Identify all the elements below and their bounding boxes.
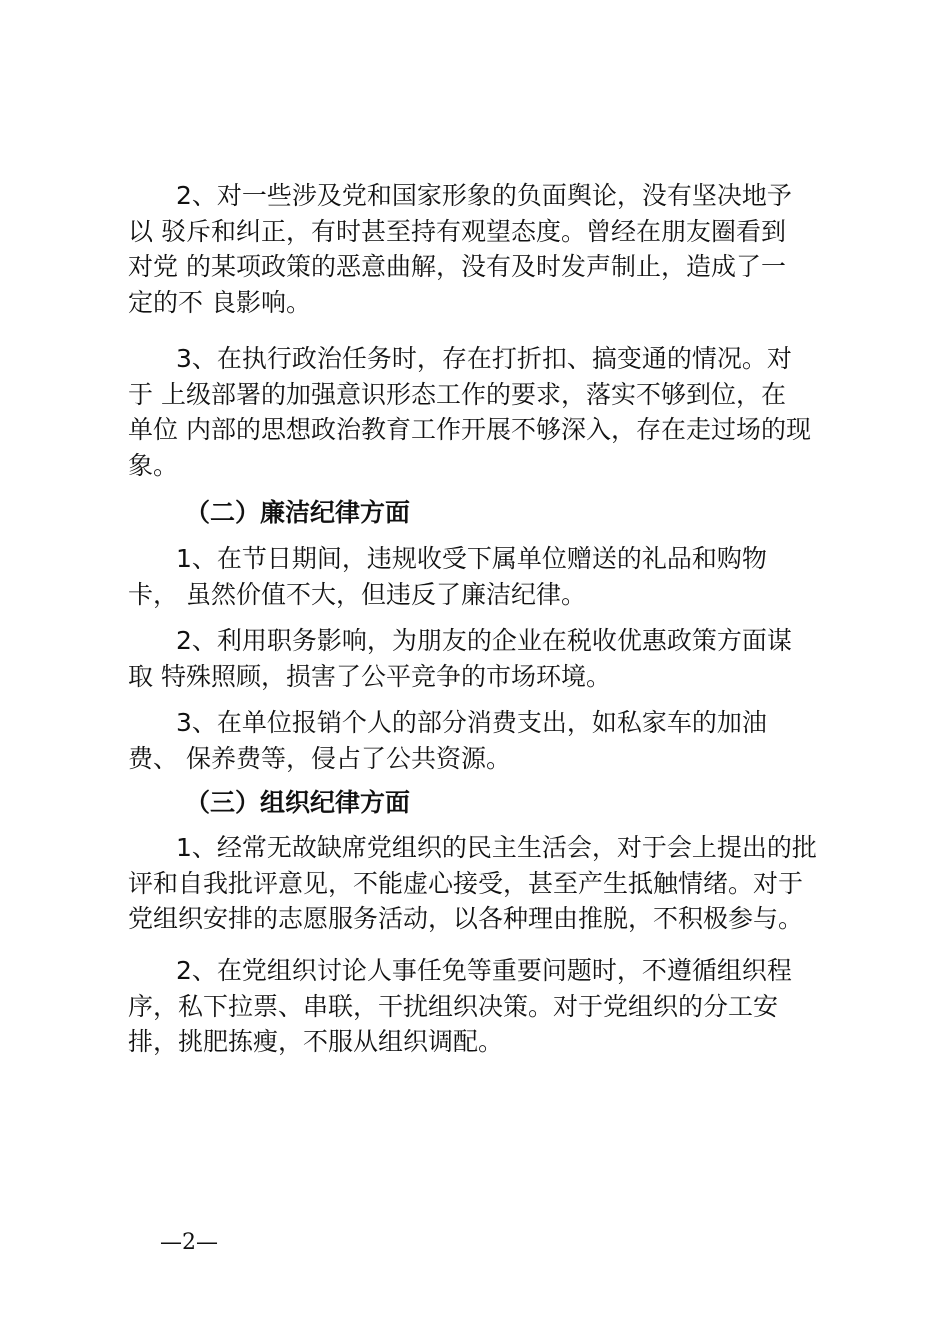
section-heading-integrity-discipline: （二）廉洁纪律方面 <box>185 498 411 527</box>
paragraph-political-3: 3、在执行政治任务时，存在打折扣、搞变通的情况。对 于 上级部署的加强意识形态工作的要求，落实不够到位，在 单位 内部的思想政治教育工作开展不够深入，存在走过场的现 象。 <box>128 344 811 480</box>
paragraph-organization-1: 1、经常无故缺席党组织的民主生活会，对于会上提出的批 评和自我批评意见，不能虚心接受，甚至产生抵触情绪。对于 党组织安排的志愿服务活动，以各种理由推脱，不积极参与。 <box>128 833 817 934</box>
paragraph-organization-2: 2、在党组织讨论人事任免等重要问题时，不遵循组织程 序，私下拉票、串联，干扰组织决策。对于党组织的分工安 排，挑肥拣瘦，不服从组织调配。 <box>128 956 792 1057</box>
paragraph-political-2: 2、对一些涉及党和国家形象的负面舆论，没有坚决地予 以 驳斥和纠正，有时甚至持有观望态度。曾经在朋友圈看到 对党 的某项政策的恶意曲解，没有及时发声制止，造成了一 定的不 良影响。 <box>128 181 792 317</box>
paragraph-integrity-2: 2、利用职务影响，为朋友的企业在税收优惠政策方面谋 取 特殊照顾，损害了公平竞争的市场环境。 <box>128 626 792 691</box>
paragraph-integrity-3: 3、在单位报销个人的部分消费支出，如私家车的加油 费、 保养费等，侵占了公共资源。 <box>128 708 767 773</box>
paragraph-integrity-1: 1、在节日期间，违规收受下属单位赠送的礼品和购物 卡， 虽然价值不大，但违反了廉洁纪律。 <box>128 544 767 609</box>
page-number: —2— <box>160 1230 218 1255</box>
section-heading-organization-discipline: （三）组织纪律方面 <box>185 788 411 817</box>
